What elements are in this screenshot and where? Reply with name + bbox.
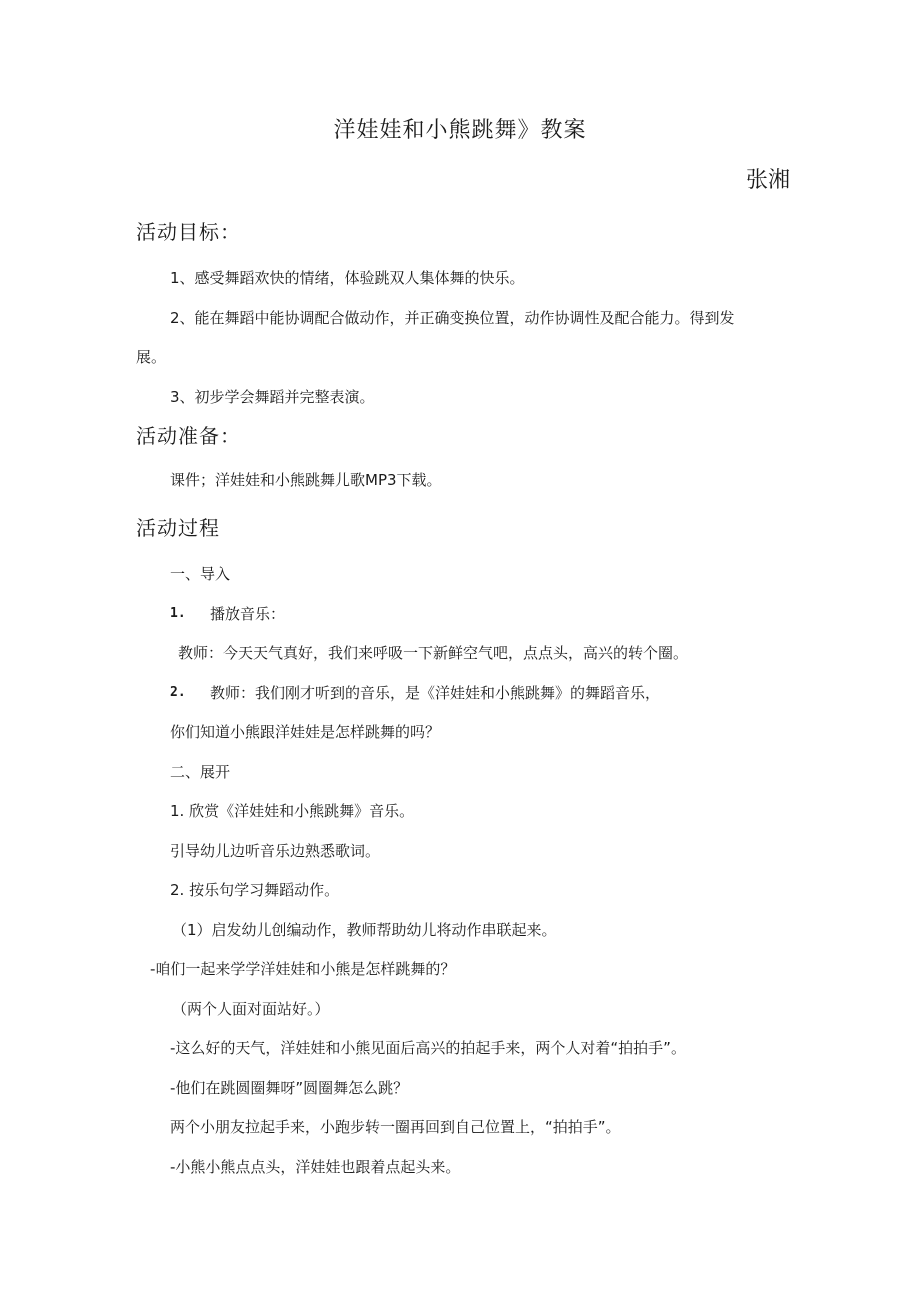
prep-heading: 活动准备： [136, 424, 241, 448]
goal-item-2-line-1: 2、能在舞蹈中能协调配合做动作，并正确变换位置，动作协调性及配合能力。得到发 [170, 309, 735, 327]
step-1-teacher-line: 教师：今天天气真好，我们来呼吸一下新鲜空气吧，点点头，高兴的转个圈。 [178, 644, 689, 662]
prep-text: 课件；洋娃娃和小熊跳舞儿歌MP3下载。 [170, 471, 442, 489]
section-2-subitem-1: （1）启发幼儿创编动作，教师帮助幼儿将动作串联起来。 [172, 921, 557, 939]
document-title: 洋娃娃和小熊跳舞》教案 [333, 118, 587, 143]
part-2-heading: 二、展开 [170, 763, 231, 781]
step-2-number: 2. [170, 685, 186, 700]
step-2-text: 教师：我们刚才听到的音乐，是《洋娃娃和小熊跳舞》的舞蹈音乐， [210, 684, 661, 702]
author-name: 张湘 [745, 168, 790, 193]
dialogue-line-4: -他们在跳圆圈舞呀”圆圈舞怎么跳？ [170, 1079, 409, 1097]
section-1-text: 1. 欣赏《洋娃娃和小熊跳舞》音乐。 [170, 802, 415, 820]
goal-item-1: 1、感受舞蹈欢快的情绪，体验跳双人集体舞的快乐。 [170, 269, 525, 287]
part-1-heading: 一、导入 [170, 565, 231, 583]
step-1-number: 1. [170, 606, 186, 621]
dialogue-line-5: 两个小朋友拉起手来，小跑步转一圈再回到自己位置上，“拍拍手”。 [170, 1118, 621, 1136]
goal-item-2-line-2: 展。 [136, 348, 167, 366]
step-2-question: 你们知道小熊跟洋娃娃是怎样跳舞的吗？ [170, 723, 441, 741]
dialogue-line-6: -小熊小熊点点头，洋娃娃也跟着点起头来。 [170, 1158, 461, 1176]
section-2-text: 2. 按乐句学习舞蹈动作。 [170, 881, 340, 899]
dialogue-line-3: -这么好的天气，洋娃娃和小熊见面后高兴的拍起手来，两个人对着“拍拍手”。 [170, 1039, 686, 1057]
dialogue-line-1: -咱们一起来学学洋娃娃和小熊是怎样跳舞的？ [150, 960, 456, 978]
goal-item-3: 3、初步学会舞蹈并完整表演。 [170, 388, 375, 406]
section-1-guide: 引导幼儿边听音乐边熟悉歌词。 [170, 842, 381, 860]
goals-heading: 活动目标： [136, 220, 241, 244]
step-1-text: 播放音乐： [210, 605, 286, 623]
process-heading: 活动过程 [136, 516, 220, 540]
dialogue-line-2: （两个人面对面站好。） [172, 1000, 330, 1018]
